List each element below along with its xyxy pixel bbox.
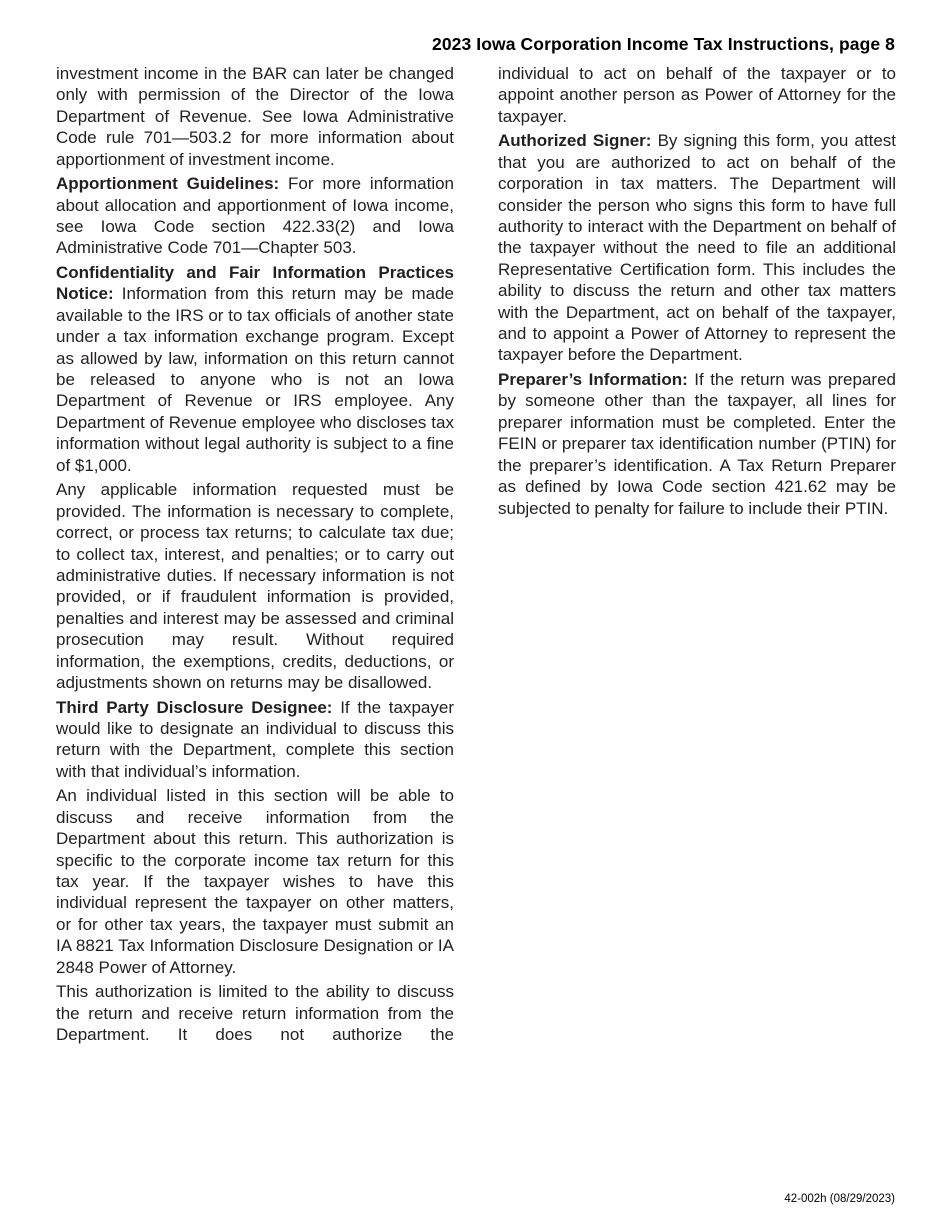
paragraph-apportionment-guidelines [56,173,454,259]
paragraph-text: For more information about allocation and apportionment of Iowa income, see Iowa Code section 422.33(2) and Iowa Administrative Code 701—Chapter 503. [56,174,455,258]
paragraph-text: individual to act on behalf of the taxpayer or to appoint another person as Power of Attorney for the taxpayer. [498,64,896,126]
paragraph-lead: Preparer’s Information: [498,370,688,390]
paragraph-authorized-signer [498,130,896,365]
paragraph-third-party-designee [56,697,454,783]
paragraph-lead: Confidentiality and Fair Information Practices Notice: [56,263,454,304]
paragraph-authorization-continued [498,63,896,127]
paragraph-investment-income [56,63,454,170]
page-header-title: 2023 Iowa Corporation Income Tax Instructions, page 8 [432,34,895,54]
paragraph-text: An individual listed in this section will be able to discuss and receive information from the Department about this return. This authorization is specific to the corporate income tax return for this tax year. If the taxpayer wishes to have this individual represent the taxpayer on other matters, or for other tax years, the taxpayer must submit an IA 8821 Tax Information Disclosure Designation or IA 2848 Power of Attorney. [56,786,454,977]
paragraph-text: Information from this return may be made available to the IRS or to tax officials of another state under a tax information exchange program. Except as allowed by law, information on this return cannot be released to anyone who is not an Iowa Department of Revenue or IRS employee. Any Department of Revenue employee who discloses tax information without legal authority is subject to a fine of $1,000. [56,284,454,475]
left-column [56,63,454,1049]
paragraph-text: This authorization is limited to the ability to discuss the return and receive return information from the Department. It does not authorize the [56,982,454,1044]
paragraph-lead: Authorized Signer: [498,131,652,151]
paragraph-required-information [56,479,454,693]
right-column [498,63,896,522]
paragraph-designee-scope [56,785,454,978]
paragraph-text: If the taxpayer would like to designate an individual to discuss this return with the Department, complete this section with that individual’s information. [56,697,454,781]
paragraph-lead: Third Party Disclosure Designee: [56,697,333,717]
paragraph-text: By signing this form, you attest that you are authorized to act on behalf of the corporation in tax matters. The Department will consider the person who signs this form to have full authority to interact with the Department on behalf of the taxpayer without the need to file an additional Representative Certification form. This includes the ability to discuss the return and other tax matters with the Department, act on behalf of the taxpayer, and to appoint a Power of Attorney to represent the taxpayer before the Department. [498,131,896,365]
paragraph-text: Any applicable information requested must be provided. The information is necessary to complete, correct, or process tax returns; to calculate tax due; to collect tax, interest, and penalties; or to carry out administrative duties. If necessary information is not provided, or if fraudulent information is provided, penalties and interest may be assessed and criminal prosecution may result. Without required information, the exemptions, credits, deductions, or adjustments shown on returns may be disallowed. [56,480,454,692]
paragraph-preparers-information [498,369,896,519]
paragraph-text: If the return was prepared by someone other than the taxpayer, all lines for preparer information must be completed. Enter the FEIN or preparer tax identification number (PTIN) for the preparer’s identification. A Tax Return Preparer as defined by Iowa Code section 421.62 may be subjected to penalty for failure to include their PTIN. [498,370,896,518]
form-id-footer: 42-002h (08/29/2023) [784,1193,895,1205]
paragraph-text: investment income in the BAR can later be changed only with permission of the Director of the Iowa Department of Revenue. See Iowa Administrative Code rule 701—503.2 for more information about apportionment of investment income. [56,64,454,169]
paragraph-confidentiality-notice [56,262,454,476]
paragraph-authorization-limit [56,981,454,1045]
paragraph-lead: Apportionment Guidelines: [56,174,280,194]
